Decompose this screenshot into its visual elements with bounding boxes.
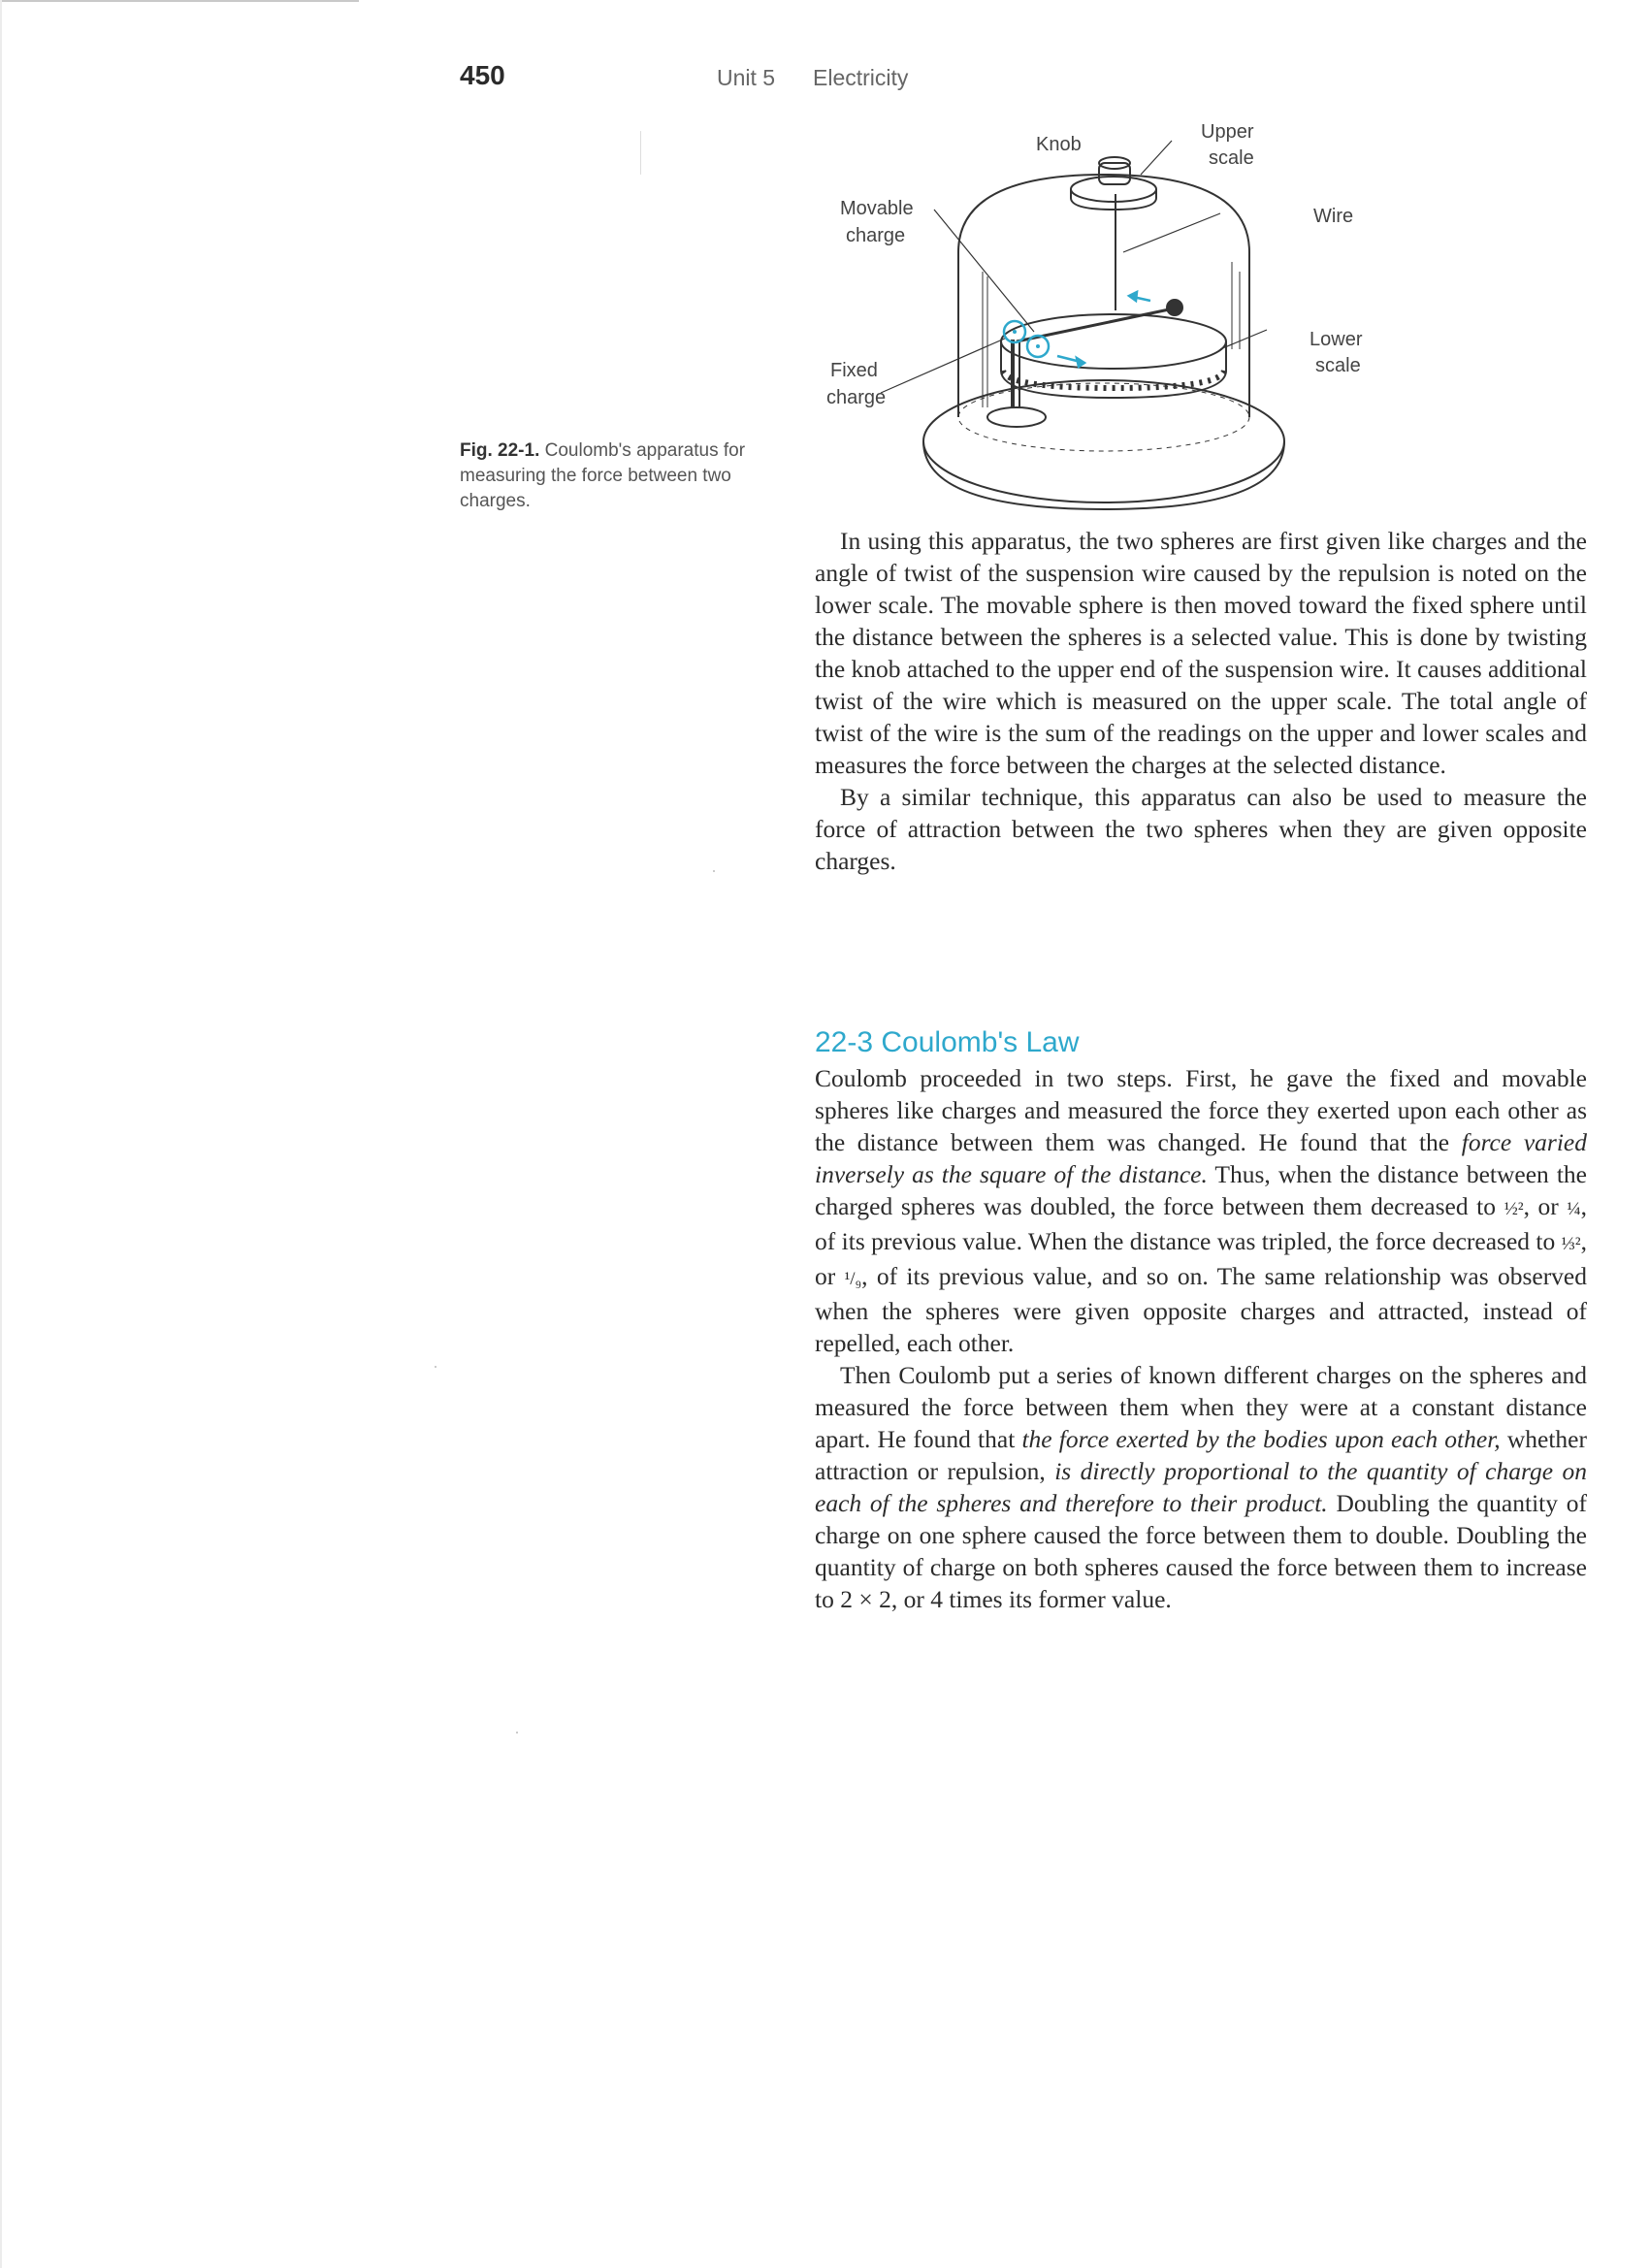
paragraph-charge-product (815, 1359, 1587, 1615)
torsion-balance-illustration (813, 116, 1395, 524)
p3-text-b: Thus, when the distance between the charged spheres was doubled, the force between them decreased to (815, 1160, 1587, 1220)
page-number: 450 (460, 60, 505, 90)
body-text-lower (815, 1023, 1587, 1615)
scan-edge-left (0, 0, 2, 2268)
p4-text-c: Doubling the quantity of charge on one sphere caused the force between them to double. Doubling the quantity of charge on both spheres caused the force between them to increase to 2 × 2, or 4 times its former value. (815, 1489, 1587, 1613)
fraction-ninth: ¹/₉ (844, 1269, 862, 1289)
scan-mark (640, 131, 641, 175)
fraction-third-squared: ⅓² (1561, 1234, 1581, 1254)
label-fixed-charge-1: Fixed (830, 360, 878, 381)
label-fixed-charge-2: charge (826, 387, 887, 408)
scan-edge-top (0, 0, 359, 2)
body-text-upper (815, 525, 1587, 877)
p4-emphasis-2: is directly proportional to the quantity of charge on each of the spheres and therefore to their product. (815, 1457, 1588, 1517)
p3-emphasis: force varied inversely as the square of the distance. (815, 1128, 1587, 1188)
chapter-label: Electricity (813, 65, 909, 90)
figure-caption (460, 438, 780, 514)
running-head (460, 60, 1430, 99)
p3-text-a: Coulomb proceeded in two steps. First, he gave the fixed and movable spheres like charges and measured the force they exerted upon each other as the distance between them was changed. He found that the (815, 1064, 1587, 1156)
caption-text: Coulomb's apparatus for measuring the force between two charges. (460, 440, 746, 511)
label-knob: Knob (1036, 134, 1082, 155)
p3-text-c: , or (1523, 1192, 1568, 1220)
p3-text-d: , of its previous value. When the distance was tripled, the force decreased to (815, 1192, 1588, 1255)
label-movable-charge-2: charge (846, 225, 906, 246)
p4-text-a: Then Coulomb put a series of known different charges on the spheres and measured the force between them when they were at a constant distance apart. He found that (815, 1361, 1587, 1453)
scan-speck (516, 1732, 518, 1733)
fraction-quarter: ¼ (1567, 1199, 1581, 1219)
caption-number: Fig. 22-1. (460, 440, 540, 461)
label-lower-scale-1: Lower (1310, 329, 1363, 350)
scan-speck (713, 870, 715, 872)
label-movable-charge-1: Movable (840, 198, 914, 219)
paragraph-inverse-square (815, 1062, 1587, 1359)
label-upper-scale-2: scale (1209, 147, 1254, 169)
p4-text-b: whether attraction or repulsion, (815, 1425, 1587, 1485)
label-upper-scale-1: Upper (1201, 121, 1254, 143)
fraction-half-squared: ½² (1504, 1199, 1524, 1219)
label-lower-scale-2: scale (1315, 355, 1361, 376)
section-heading: 22-3 Coulomb's Law (815, 1026, 1080, 1058)
paragraph-attraction: By a similar technique, this apparatus can also be used to measure the force of attraction between the two spheres when they are given opposite charges. (815, 783, 1587, 875)
p3-text-e: , or (815, 1227, 1587, 1290)
unit-label: Unit 5 (717, 65, 776, 90)
p4-emphasis-1: the force exerted by the bodies upon each other, (1021, 1425, 1501, 1453)
scan-speck (435, 1366, 436, 1368)
label-wire: Wire (1313, 206, 1354, 227)
p3-text-f: , of its previous value, and so on. The same relationship was observed when the spheres were given opposite charges and attracted, instead of repelled, each other. (815, 1262, 1588, 1357)
paragraph-apparatus-use: In using this apparatus, the two spheres are first given like charges and the angle of twist of the suspension wire caused by the repulsion is noted on the lower scale. The movable sphere is then moved toward the fixed sphere until the distance between the spheres is a selected value. This is done by twisting the knob attached to the upper end of the suspension wire. It causes additional twist of the wire which is measured on the upper scale. The total angle of twist of the wire is the sum of the readings on the upper and lower scales and measures the force between the charges at the selected distance. (815, 527, 1587, 779)
coulomb-apparatus-figure (813, 116, 1395, 524)
